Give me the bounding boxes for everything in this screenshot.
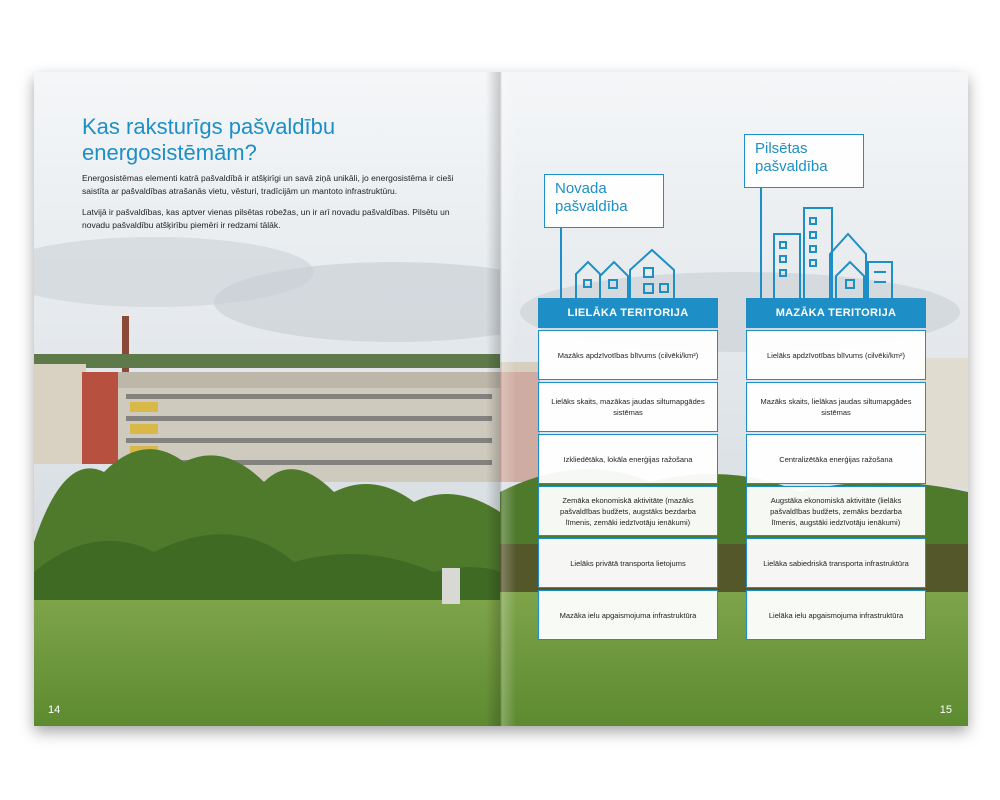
page-number-left: 14 (48, 704, 61, 716)
left-page-photo (34, 72, 500, 726)
pilsetas-column-header: MAZĀKA TERITORIJA (746, 298, 926, 328)
pilsetas-label (744, 134, 864, 188)
brochure-spread (34, 72, 968, 726)
page-title (82, 114, 500, 166)
pilsetas-row: Lielāka ielu apgaismojuma infrastruktūra (746, 590, 926, 640)
novada-label-line1: Novada (555, 180, 607, 197)
novada-row: Lielāks privātā transporta lietojums (538, 538, 718, 588)
pilsetas-label-line2: pašvaldība (755, 158, 828, 175)
spine-shadow (486, 72, 516, 726)
left-page (34, 72, 500, 726)
pilsetas-row: Centralizētāka enerģijas ražošana (746, 434, 926, 484)
city-buildings-icon (770, 206, 896, 298)
pilsetas-column (746, 298, 926, 640)
novada-row: Mazāks apdzīvotības blīvums (cilvēki/km²) (538, 330, 718, 380)
novada-row: Lielāks skaits, mazākas jaudas siltumapgādes sistēmas (538, 382, 718, 432)
second-paragraph: Latvijā ir pašvaldības, kas aptver vienas pilsētas robežas, un ir arī novadu pašvaldības. Pilsētu un novadu pašvaldību atšķirību piemēri ir redzami tālāk. (82, 207, 450, 230)
novada-row: Zemāka ekonomiskā aktivitāte (mazāks pašvaldības budžets, augstāks bezdarba līmenis, zemāki iedzīvotāju ienākumi) (538, 486, 718, 536)
right-page (500, 72, 968, 726)
pilsetas-row: Lielāks apdzīvotības blīvums (cilvēki/km²) (746, 330, 926, 380)
houses-icon (572, 248, 682, 298)
pilsetas-row: Augstāka ekonomiskā aktivitāte (lielāks pašvaldības budžets, zemāks bezdarba līmenis, augstāki iedzīvotāju ienākumi) (746, 486, 926, 536)
pilsetas-label-line1: Pilsētas (755, 140, 808, 157)
title-text: Kas raksturīgs pašvaldību energosistēmām? (82, 114, 336, 165)
novada-row: Izkliedētāka, lokāla enerģijas ražošana (538, 434, 718, 484)
novada-connector-line (560, 228, 562, 298)
page-number-right: 15 (939, 704, 952, 716)
novada-label (544, 174, 664, 228)
novada-row: Mazāka ielu apgaismojuma infrastruktūra (538, 590, 718, 640)
novada-column (538, 298, 718, 640)
pilsetas-connector-line (760, 188, 762, 298)
pilsetas-row: Lielāka sabiedriskā transporta infrastruktūra (746, 538, 926, 588)
pilsetas-row: Mazāks skaits, lielākas jaudas siltumapgādes sistēmas (746, 382, 926, 432)
novada-label-line2: pašvaldība (555, 198, 628, 215)
intro-paragraph: Energosistēmas elementi katrā pašvaldībā ir atšķirīgi un savā ziņā unikāli, jo energosistēma ir cieši saistīta ar pašvaldības atrašanās vietu, vēsturi, tradīcijām un mantoto infrastruktūru. (82, 173, 454, 196)
novada-column-header: LIELĀKA TERITORIJA (538, 298, 718, 328)
